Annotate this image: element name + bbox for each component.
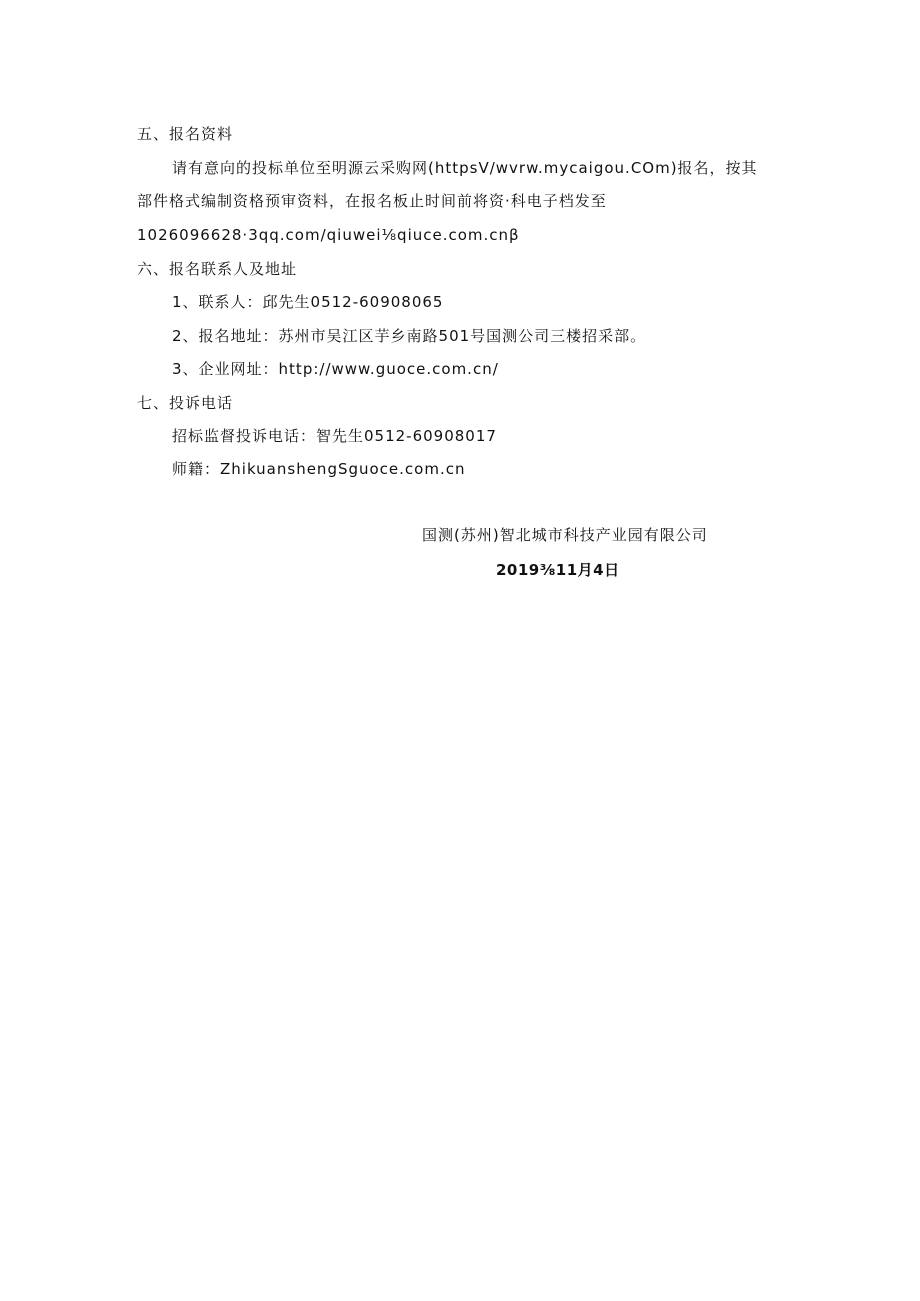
- section7-email: 师籍：ZhikuanshengSguoce.com.cn: [172, 460, 466, 478]
- section5-paragraph-line3: 1026096628·3qq.com/qiuwei⅛qiuce.com.cnβ: [137, 226, 520, 244]
- section6-address: 2、报名地址：苏州市吴江区芋乡南路501号国测公司三楼招采部。: [172, 327, 647, 345]
- section6-contact: 1、联系人：邱先生0512-60908065: [172, 293, 444, 311]
- signature-company: 国测(苏州)智北城市科技产业园有限公司: [422, 526, 708, 544]
- section5-paragraph-line2: 部件格式编制资格预审资料，在报名板止时间前将资·科电子档发至: [137, 192, 607, 210]
- section7-title: 七、投诉电话: [137, 394, 234, 412]
- section6-title: 六、报名联系人及地址: [137, 260, 298, 278]
- signature-date: 2019⅜11月4日: [496, 561, 620, 579]
- section5-paragraph-line1: 请有意向的投标单位至明源云采购网(httpsV/wvrw.mycaigou.COm)报名，按其: [172, 159, 758, 177]
- section7-phone: 招标监督投诉电话：智先生0512-60908017: [172, 427, 497, 445]
- section6-website: 3、企业网址：http://www.guoce.com.cn/: [172, 360, 499, 378]
- section5-title: 五、报名资料: [137, 125, 234, 143]
